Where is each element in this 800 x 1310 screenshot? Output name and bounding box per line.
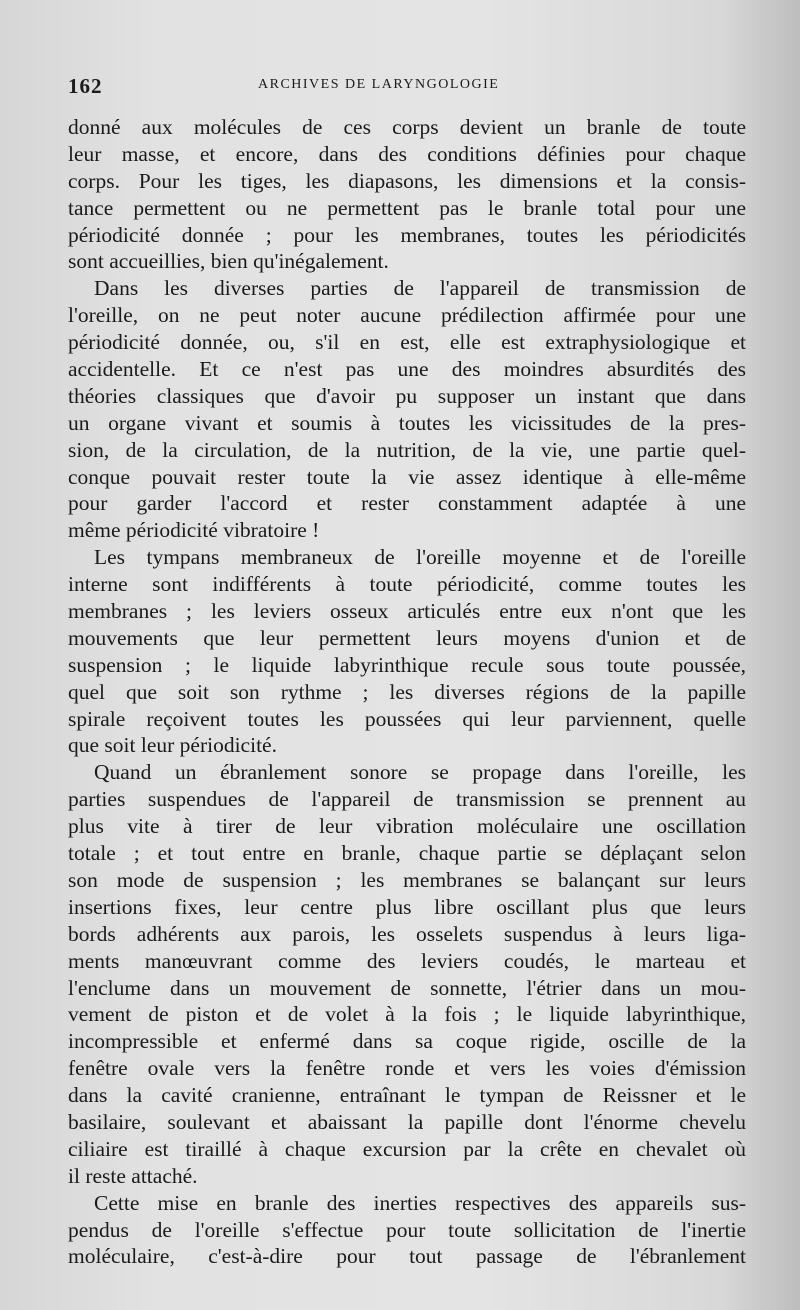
text-line: l'oreille, on ne peut noter aucune prédilection affirmée pour une (68, 303, 746, 328)
text-line: fenêtre ovale vers la fenêtre ronde et vers les voies d'émission (68, 1056, 746, 1081)
text-line: sont accueillies, bien qu'inégalement. (68, 249, 389, 274)
text-line: un organe vivant et soumis à toutes les vicissitudes de la pres- (68, 410, 746, 435)
text-line: quel que soit son rythme ; les diverses régions de la papille (68, 679, 746, 704)
text-line: plus vite à tirer de leur vibration moléculaire une oscillation (68, 814, 746, 839)
text-line: tance permettent ou ne permettent pas le branle total pour une (68, 195, 746, 220)
text-line: pour garder l'accord et rester constamment adaptée à une (68, 491, 746, 516)
text-line: basilaire, soulevant et abaissant la papille dont l'énorme chevelu (68, 1109, 746, 1134)
text-line: incompressible et enfermé dans sa coque rigide, oscille de la (68, 1029, 746, 1054)
text-line: moléculaire, c'est-à-dire pour tout passage de l'ébranlement (68, 1244, 746, 1269)
text-line: l'enclume dans un mouvement de sonnette, l'étrier dans un mou- (68, 975, 746, 1000)
text-line: conque pouvait rester toute la vie assez identique à elle-même (68, 464, 746, 489)
text-line: dans la cavité cranienne, entraînant le tympan de Reissner et le (68, 1083, 746, 1108)
text-line: pendus de l'oreille s'effectue pour toute sollicitation de l'inertie (68, 1217, 746, 1242)
text-line: vement de piston et de volet à la fois ; le liquide labyrinthique, (68, 1002, 746, 1027)
text-line: insertions fixes, leur centre plus libre oscillant plus que leurs (68, 894, 746, 919)
text-line: que soit leur périodicité. (68, 733, 277, 758)
text-line: périodicité donnée, ou, s'il en est, elle est extraphysiologique et (68, 330, 746, 355)
text-line: théories classiques que d'avoir pu supposer un instant que dans (68, 383, 746, 408)
text-line: son mode de suspension ; les membranes se balançant sur leurs (68, 867, 746, 892)
body-text (68, 114, 746, 1270)
text-line: Dans les diverses parties de l'appareil de transmission de (94, 276, 746, 301)
text-line: périodicité donnée ; pour les membranes, toutes les périodicités (68, 222, 746, 247)
text-line: interne sont indifférents à toute périodicité, comme toutes les (68, 572, 746, 597)
text-line: suspension ; le liquide labyrinthique recule sous toute poussée, (68, 652, 746, 677)
text-line: totale ; et tout entre en branle, chaque partie se déplaçant selon (68, 841, 746, 866)
text-line: bords adhérents aux parois, les osselets suspendus à leurs liga- (68, 921, 746, 946)
page-number: 162 (68, 74, 103, 98)
text-line: spirale reçoivent toutes les poussées qui leur parviennent, quelle (68, 706, 746, 731)
text-line: sion, de la circulation, de la nutrition, de la vie, une partie quel- (68, 437, 746, 462)
text-line: Cette mise en branle des inerties respectives des appareils sus- (94, 1190, 746, 1215)
running-title: ARCHIVES DE LARYNGOLOGIE (258, 77, 500, 92)
text-line: mouvements que leur permettent leurs moyens d'union et de (68, 625, 746, 650)
text-line: corps. Pour les tiges, les diapasons, les dimensions et la consis- (68, 168, 746, 193)
text-line: accidentelle. Et ce n'est pas une des moindres absurdités des (68, 357, 746, 382)
page-header (68, 74, 748, 100)
text-line: ments manœuvrant comme des leviers coudés, le marteau et (68, 948, 746, 973)
text-line: membranes ; les leviers osseux articulés entre eux n'ont que les (68, 599, 746, 624)
text-line: parties suspendues de l'appareil de transmission se prennent au (68, 787, 746, 812)
text-line: Quand un ébranlement sonore se propage dans l'oreille, les (94, 760, 746, 785)
text-line: Les tympans membraneux de l'oreille moyenne et de l'oreille (94, 545, 746, 570)
text-line: ciliaire est tiraillé à chaque excursion par la crête en chevalet où (68, 1136, 746, 1161)
text-line: leur masse, et encore, dans des conditions définies pour chaque (68, 141, 746, 166)
text-line: il reste attaché. (68, 1163, 198, 1188)
text-line: même périodicité vibratoire ! (68, 518, 320, 543)
text-line: donné aux molécules de ces corps devient un branle de toute (68, 115, 746, 139)
